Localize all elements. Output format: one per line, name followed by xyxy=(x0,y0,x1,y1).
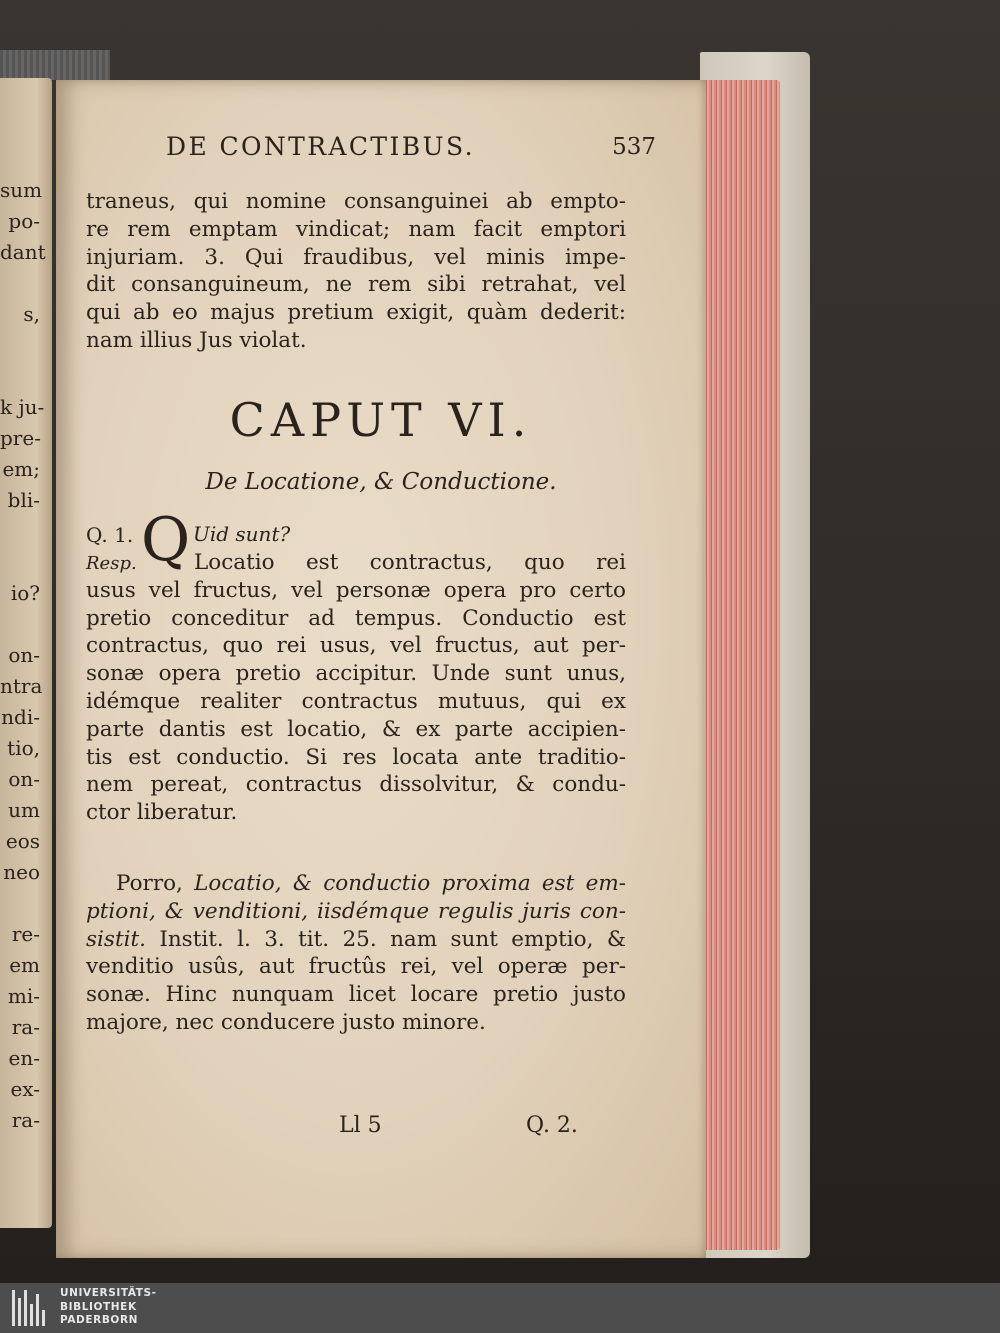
left-page-fragment: tio, xyxy=(7,736,40,760)
text-line: qui ab eo majus pretium exigit, quàm dederit: xyxy=(86,300,626,326)
left-page-fragment: bli- xyxy=(7,488,40,512)
left-page-fragment: neo xyxy=(3,860,40,884)
text-line xyxy=(86,926,626,954)
running-title: DE CONTRACTIBUS. xyxy=(166,132,475,161)
text-line: re rem emptam vindicat; nam facit emptori xyxy=(86,216,626,242)
catchword: Q. 2. xyxy=(526,1113,578,1138)
text-line: traneus, qui nomine consanguinei ab empto- xyxy=(86,189,626,214)
logo-line: BIBLIOTHEK xyxy=(60,1300,137,1313)
question-label: Q. 1. xyxy=(86,523,134,547)
text-line: dit consanguineum, ne rem sibi retrahat, vel xyxy=(86,272,626,298)
left-page-fragment: mi- xyxy=(7,984,40,1008)
page-header xyxy=(166,132,656,166)
left-page-fragment: s, xyxy=(23,302,40,326)
left-page-fragment: ra- xyxy=(11,1015,40,1039)
left-page-fragment: on- xyxy=(8,767,40,791)
text-line: Locatio est contractus, quo rei xyxy=(194,550,626,575)
left-page-fragment: ra- xyxy=(11,1108,40,1132)
left-page-fragment: k ju- xyxy=(0,395,45,419)
logo-line: PADERBORN xyxy=(60,1314,139,1326)
text-line: sonæ opera pretio accipitur. Unde sunt unus, xyxy=(86,661,626,687)
left-page-fragment: eos xyxy=(5,829,40,853)
left-page-fragment: ndi- xyxy=(1,705,40,729)
left-page-fragment: on- xyxy=(8,643,40,667)
text-line: pretio conceditur ad tempus. Conductio est xyxy=(86,605,626,631)
response-label: Resp. xyxy=(86,553,137,574)
text-line: nam illius Jus violat. xyxy=(86,327,307,353)
text-line: ctor liberatur. xyxy=(86,800,238,826)
red-page-edges xyxy=(704,80,780,1250)
text-line: injuriam. 3. Qui fraudibus, vel minis impe- xyxy=(86,244,626,270)
text-line: venditio usûs, aut fructûs rei, vel operæ per- xyxy=(86,954,626,980)
chapter-subtitle: De Locatione, & Conductione. xyxy=(205,469,557,495)
signature-mark: Ll 5 xyxy=(339,1113,382,1138)
left-page-fragment: sum xyxy=(0,178,43,202)
left-page-fragment: en- xyxy=(8,1046,40,1070)
left-page-fragment: em xyxy=(9,953,40,977)
left-page-fragment: um xyxy=(8,798,40,822)
text-line: majore, nec conducere justo minore. xyxy=(86,1009,486,1035)
library-logo-icon xyxy=(10,1288,50,1328)
text-line: nem pereat, contractus dissolvitur, & condu- xyxy=(86,772,626,798)
text-line: usus vel fructus, vel personæ opera pro certo xyxy=(86,577,626,603)
left-page-fragment: ntra xyxy=(0,674,43,698)
spine-binding xyxy=(0,50,110,80)
carryover-text xyxy=(86,188,626,355)
library-logo-bar xyxy=(0,1283,1000,1333)
second-paragraph xyxy=(86,870,626,1037)
page-number: 537 xyxy=(612,134,656,160)
text-line xyxy=(86,870,626,898)
book-page xyxy=(56,80,706,1258)
logo-line: UNIVERSITÄTS- xyxy=(60,1287,157,1299)
left-page-fragment: io? xyxy=(10,581,40,605)
text-line: tis est conductio. Si res locata ante traditio- xyxy=(86,744,626,770)
left-page-fragment: dant xyxy=(0,240,46,264)
text-roman: Instit. l. 3. tit. 25. nam sunt emptio, & xyxy=(145,926,626,952)
left-page-fragment: ex- xyxy=(10,1077,40,1101)
left-page-fragment: re- xyxy=(11,922,40,946)
text-roman: Porro, xyxy=(116,871,195,896)
text-line: ptioni, & venditioni, iisdémque regulis juris con- xyxy=(86,898,626,924)
text-line: parte dantis est locatio, & ex parte accipien- xyxy=(86,716,626,742)
left-page-fragment: pre- xyxy=(0,426,41,450)
drop-cap: Q xyxy=(141,505,191,575)
left-page-fragment: po- xyxy=(8,209,40,233)
text-line: idémque realiter contractus mutuus, qui ex xyxy=(86,688,626,714)
left-page-fragment: em; xyxy=(2,457,40,481)
text-line: sonæ. Hinc nunquam licet locare pretio justo xyxy=(86,982,626,1008)
text-italic: sistit. xyxy=(86,926,146,952)
chapter-title: CAPUT VI. xyxy=(229,393,533,447)
first-paragraph xyxy=(86,549,626,827)
library-logo-text xyxy=(60,1287,157,1328)
question-text: Uid sunt? xyxy=(193,522,291,546)
text-italic: Locatio, & conductio proxima est em- xyxy=(194,871,626,896)
left-page-edge xyxy=(0,78,52,1228)
text-line: contractus, quo rei usus, vel fructus, aut per- xyxy=(86,633,626,659)
